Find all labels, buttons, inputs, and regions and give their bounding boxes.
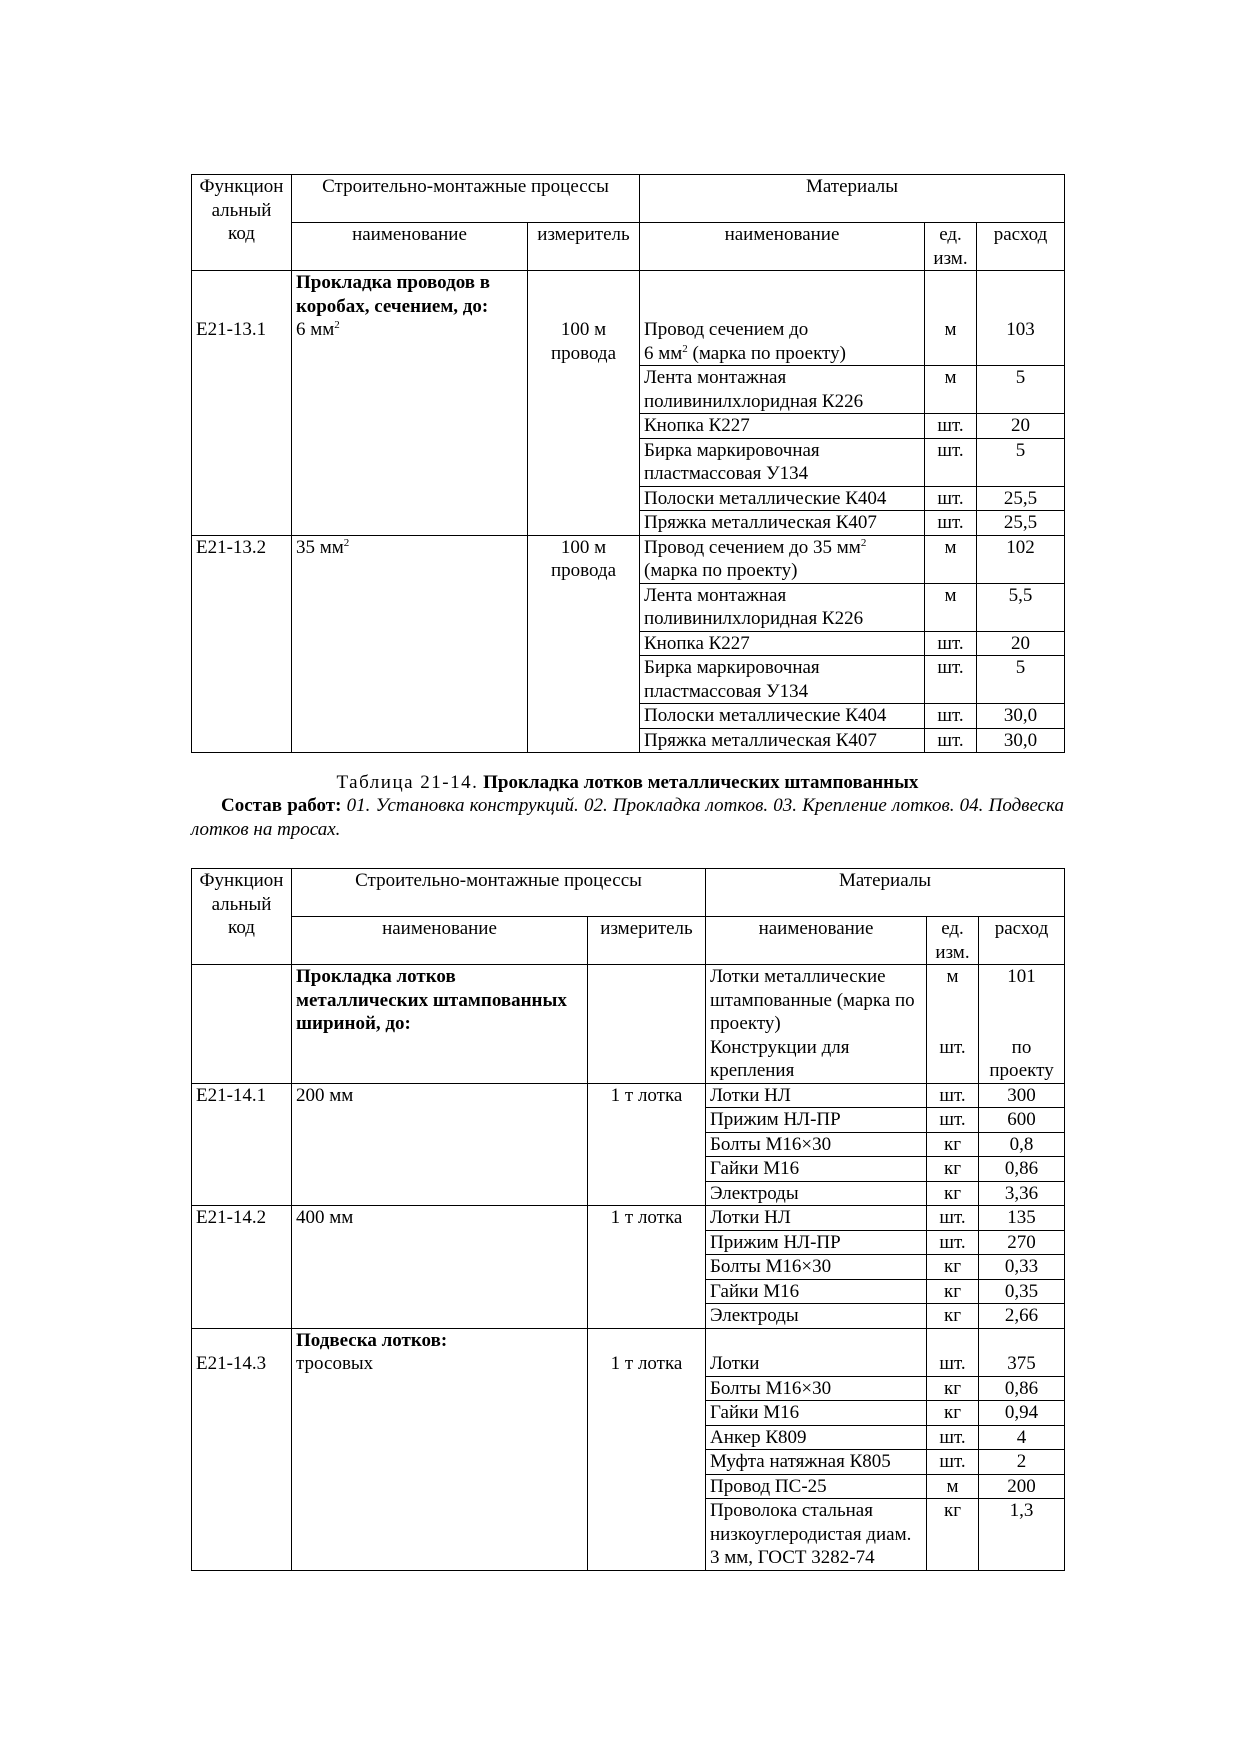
meter-cell: 100 м провода — [528, 271, 640, 536]
meter-cell: 1 т лотка — [588, 1083, 706, 1206]
material-rate: 1,3 — [979, 1499, 1065, 1571]
meter-cell — [588, 965, 706, 1084]
material-name: Лотки НЛ — [706, 1083, 927, 1108]
material-unit: кг — [927, 1304, 979, 1329]
material-rate: 101 по проекту — [979, 965, 1065, 1084]
material-unit: кг — [927, 1279, 979, 1304]
material-name: Прижим НЛ-ПР — [706, 1230, 927, 1255]
header-unit: ед. изм. — [925, 223, 977, 271]
material-unit: шт. — [925, 511, 977, 536]
material-unit: кг — [927, 1376, 979, 1401]
material-name: Проволока стальная низкоуглеродистая диам. 3 мм, ГОСТ 3282-74 — [706, 1499, 927, 1571]
material-name: Болты М16×30 — [706, 1132, 927, 1157]
process-cell: Подвеска лотков: тросовых — [292, 1328, 588, 1570]
material-rate: 0,35 — [979, 1279, 1065, 1304]
table-row — [192, 1083, 1065, 1108]
code-cell: Е21-14.2 — [192, 1206, 292, 1329]
material-name: Болты М16×30 — [706, 1255, 927, 1280]
header-materials: Материалы — [706, 869, 1065, 917]
material-name: Лотки — [706, 1328, 927, 1376]
composition-label: Состав работ: — [221, 795, 342, 816]
material-rate: 0,94 — [979, 1401, 1065, 1426]
material-name: Бирка маркировочная пластмассовая У134 — [640, 438, 925, 486]
material-unit: кг — [927, 1132, 979, 1157]
material-unit: шт. — [927, 1328, 979, 1376]
material-name: Лотки металлические штампованные (марка по проекту) Конструкции для крепления — [706, 965, 927, 1084]
material-rate: 30,0 — [977, 704, 1065, 729]
material-unit: м — [925, 271, 977, 366]
material-rate: 4 — [979, 1425, 1065, 1450]
material-name: Провод ПС-25 — [706, 1474, 927, 1499]
material-unit: шт. — [925, 414, 977, 439]
material-name: Гайки М16 — [706, 1157, 927, 1182]
material-rate: 5 — [977, 438, 1065, 486]
material-unit: кг — [927, 1157, 979, 1182]
material-rate: 20 — [977, 631, 1065, 656]
material-rate: 5 — [977, 366, 1065, 414]
material-unit: шт. — [927, 1450, 979, 1475]
table-caption — [191, 771, 1064, 795]
header-code: Функцион альный код — [192, 175, 292, 271]
material-rate: 2 — [979, 1450, 1065, 1475]
material-unit: шт. — [925, 728, 977, 753]
material-unit: м — [925, 535, 977, 583]
material-unit: шт. — [925, 486, 977, 511]
material-rate: 3,36 — [979, 1181, 1065, 1206]
meter-cell: 100 м провода — [528, 535, 640, 753]
code-cell: Е21-13.1 — [192, 271, 292, 536]
material-unit: шт. — [925, 704, 977, 729]
material-unit: шт. — [927, 1206, 979, 1231]
material-rate: 270 — [979, 1230, 1065, 1255]
header-name: наименование — [292, 223, 528, 271]
material-name: Электроды — [706, 1304, 927, 1329]
material-rate: 25,5 — [977, 486, 1065, 511]
group-title: Прокладка лотков металлических штампованных шириной, до: — [292, 965, 588, 1084]
material-rate: 600 — [979, 1108, 1065, 1133]
header-meter: измеритель — [588, 917, 706, 965]
material-rate: 5,5 — [977, 583, 1065, 631]
process-cell: 200 мм — [292, 1083, 588, 1206]
material-name: Провод сечением до 35 $мм^2$ (марка по проекту) — [640, 535, 925, 583]
meter-cell: 1 т лотка — [588, 1328, 706, 1570]
material-unit: кг — [927, 1255, 979, 1280]
material-unit: м — [927, 1474, 979, 1499]
group-title: Подвеска лотков: — [296, 1329, 448, 1351]
material-name: Пряжка металлическая К407 — [640, 728, 925, 753]
material-name: Муфта натяжная К805 — [706, 1450, 927, 1475]
header-material-name: наименование — [640, 223, 925, 271]
material-unit: шт. — [927, 1230, 979, 1255]
header-material-name: наименование — [706, 917, 927, 965]
code-cell: Е21-14.1 — [192, 1083, 292, 1206]
table-21-13 — [191, 174, 1065, 753]
table-row — [192, 1328, 1065, 1376]
material-unit: кг — [927, 1499, 979, 1571]
material-name: Гайки М16 — [706, 1279, 927, 1304]
material-name: Полоски металлические К404 — [640, 704, 925, 729]
process-cell: 400 мм — [292, 1206, 588, 1329]
meter-cell: 1 т лотка — [588, 1206, 706, 1329]
material-name: Лента монтажная поливинилхлоридная К226 — [640, 366, 925, 414]
material-unit: шт. — [925, 438, 977, 486]
header-meter: измеритель — [528, 223, 640, 271]
material-name: Кнопка К227 — [640, 631, 925, 656]
material-unit: кг — [927, 1401, 979, 1426]
material-name: Прижим НЛ-ПР — [706, 1108, 927, 1133]
material-rate: 0,86 — [979, 1157, 1065, 1182]
material-rate: 0,33 — [979, 1255, 1065, 1280]
material-name: Гайки М16 — [706, 1401, 927, 1426]
table-row — [192, 965, 1065, 1084]
header-code: Функцион альный код — [192, 869, 292, 965]
table-row — [192, 271, 1065, 366]
material-name: Лотки НЛ — [706, 1206, 927, 1231]
table-21-14 — [191, 868, 1065, 1571]
material-name: Болты М16×30 — [706, 1376, 927, 1401]
material-unit: кг — [927, 1181, 979, 1206]
material-unit: шт. — [925, 656, 977, 704]
material-rate: 5 — [977, 656, 1065, 704]
material-unit: м шт. — [927, 965, 979, 1084]
table-row — [192, 535, 1065, 583]
header-rate: расход — [977, 223, 1065, 271]
header-name: наименование — [292, 917, 588, 965]
material-name: Кнопка К227 — [640, 414, 925, 439]
code-cell: Е21-14.3 — [192, 1328, 292, 1570]
material-rate: 103 — [977, 271, 1065, 366]
material-unit: м — [925, 366, 977, 414]
material-unit: шт. — [927, 1425, 979, 1450]
table-row — [192, 1206, 1065, 1231]
code-cell — [192, 965, 292, 1084]
work-composition — [191, 794, 1064, 841]
process-cell: Прокладка проводов в коробах, сечением, до: 6 $мм^2$ — [292, 271, 528, 536]
process-cell: 35 $мм^2$ — [292, 535, 528, 753]
code-cell: Е21-13.2 — [192, 535, 292, 753]
material-rate: 25,5 — [977, 511, 1065, 536]
header-unit: ед. изм. — [927, 917, 979, 965]
material-unit: м — [925, 583, 977, 631]
material-name: Полоски металлические К404 — [640, 486, 925, 511]
material-rate: 0,8 — [979, 1132, 1065, 1157]
material-rate: 135 — [979, 1206, 1065, 1231]
material-rate: 20 — [977, 414, 1065, 439]
material-name: Пряжка металлическая К407 — [640, 511, 925, 536]
material-unit: шт. — [927, 1108, 979, 1133]
header-rate: расход — [979, 917, 1065, 965]
material-unit: шт. — [927, 1083, 979, 1108]
header-processes: Строительно-монтажные процессы — [292, 869, 706, 917]
material-name: Электроды — [706, 1181, 927, 1206]
material-rate: 200 — [979, 1474, 1065, 1499]
header-processes: Строительно-монтажные процессы — [292, 175, 640, 223]
material-name: Анкер К809 — [706, 1425, 927, 1450]
header-materials: Материалы — [640, 175, 1065, 223]
composition-text: 01. Установка конструкций. 02. Прокладка лотков. 03. Крепление лотков. 04. Подвеска лотков на тросах. — [191, 795, 1064, 840]
material-rate: 30,0 — [977, 728, 1065, 753]
material-rate: 2,66 — [979, 1304, 1065, 1329]
material-name: Провод сечением до 6 $мм^2$ (марка по проекту) — [640, 271, 925, 366]
material-rate: 300 — [979, 1083, 1065, 1108]
table-title: Прокладка лотков металлических штампованных — [483, 772, 919, 793]
material-name: Лента монтажная поливинилхлоридная К226 — [640, 583, 925, 631]
material-rate: 102 — [977, 535, 1065, 583]
material-name: Бирка маркировочная пластмассовая У134 — [640, 656, 925, 704]
material-unit: шт. — [925, 631, 977, 656]
group-title: Прокладка проводов в коробах, сечением, до: — [296, 272, 491, 317]
material-rate: 0,86 — [979, 1376, 1065, 1401]
table-number: Таблица 21-14. — [336, 772, 479, 793]
material-rate: 375 — [979, 1328, 1065, 1376]
